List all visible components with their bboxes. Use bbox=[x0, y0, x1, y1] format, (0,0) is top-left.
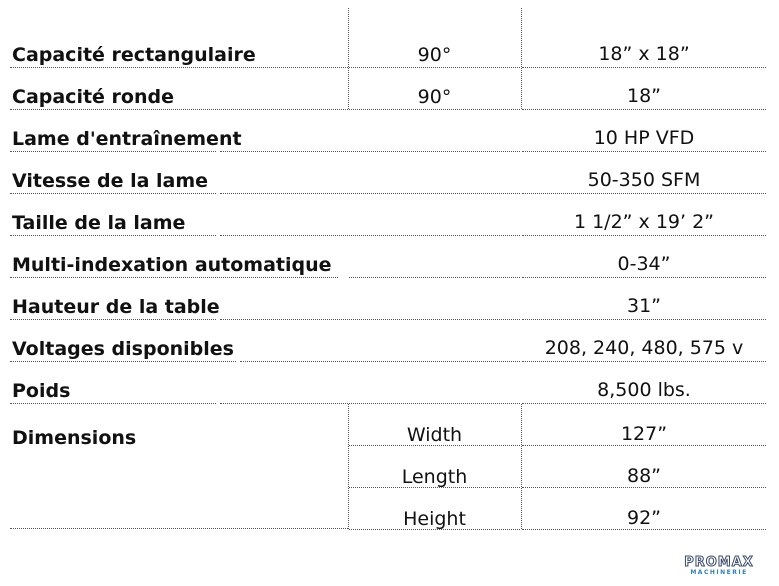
spec-value: 10 HP VFD bbox=[593, 127, 695, 149]
spec-label: Hauteur de la table bbox=[12, 296, 220, 318]
spacer-cell bbox=[240, 320, 348, 362]
spec-value: 208, 240, 480, 575 v bbox=[544, 337, 744, 359]
dimension-value: 127” bbox=[620, 423, 668, 445]
spacer-cell bbox=[349, 194, 520, 236]
spacer-cell bbox=[220, 152, 348, 194]
dimension-row bbox=[0, 488, 779, 530]
spacer-cell bbox=[349, 362, 520, 404]
spacer-cell bbox=[349, 278, 520, 320]
spacer-cell bbox=[349, 110, 520, 152]
spacer-cell bbox=[220, 278, 348, 320]
spec-label: Vitesse de la lame bbox=[12, 170, 209, 192]
table-row bbox=[0, 320, 779, 362]
promax-logo bbox=[676, 556, 762, 576]
spec-value: 18” x 18” bbox=[598, 43, 690, 65]
table-row bbox=[0, 194, 779, 236]
table-row bbox=[0, 362, 779, 404]
spec-value: 50-350 SFM bbox=[587, 169, 701, 191]
spec-angle: 90° bbox=[417, 44, 452, 66]
table-row bbox=[0, 26, 779, 68]
spacer-cell bbox=[220, 362, 348, 404]
spec-label: Multi-indexation automatique bbox=[12, 254, 332, 276]
table-row bbox=[0, 236, 779, 278]
dimensions-label: Dimensions bbox=[12, 427, 137, 449]
spec-label: Voltages disponibles bbox=[12, 338, 234, 360]
spacer-cell bbox=[349, 236, 520, 278]
spec-label: Taille de la lame bbox=[12, 212, 186, 234]
dimension-row bbox=[0, 404, 779, 446]
spec-value: 0-34” bbox=[617, 253, 671, 275]
spacer-cell bbox=[220, 194, 348, 236]
dimension-name: Length bbox=[401, 466, 468, 488]
table-row bbox=[0, 68, 779, 110]
logo-brand: PROMAX bbox=[684, 555, 754, 570]
table-row bbox=[0, 278, 779, 320]
table-row bbox=[0, 152, 779, 194]
dimension-row bbox=[0, 446, 779, 488]
table-row bbox=[0, 110, 779, 152]
spacer-cell bbox=[349, 152, 520, 194]
spec-value: 31” bbox=[626, 295, 662, 317]
spec-label: Capacité ronde bbox=[12, 86, 174, 108]
spec-value: 8,500 lbs. bbox=[597, 379, 691, 401]
dimension-name: Height bbox=[403, 508, 466, 530]
spec-label: Poids bbox=[12, 380, 71, 402]
dimension-name: Width bbox=[406, 424, 463, 446]
spacer-cell bbox=[349, 320, 520, 362]
dimension-value: 88” bbox=[626, 465, 662, 487]
dimension-value: 92” bbox=[626, 507, 662, 529]
logo-subtitle: MACHINERIE bbox=[690, 569, 748, 576]
spec-label: Lame d'entraînement bbox=[12, 128, 242, 150]
spec-value: 18” bbox=[626, 85, 662, 107]
spec-angle: 90° bbox=[417, 86, 452, 108]
spec-value: 1 1/2” x 19’ 2” bbox=[573, 211, 715, 233]
spec-label: Capacité rectangulaire bbox=[12, 44, 256, 66]
